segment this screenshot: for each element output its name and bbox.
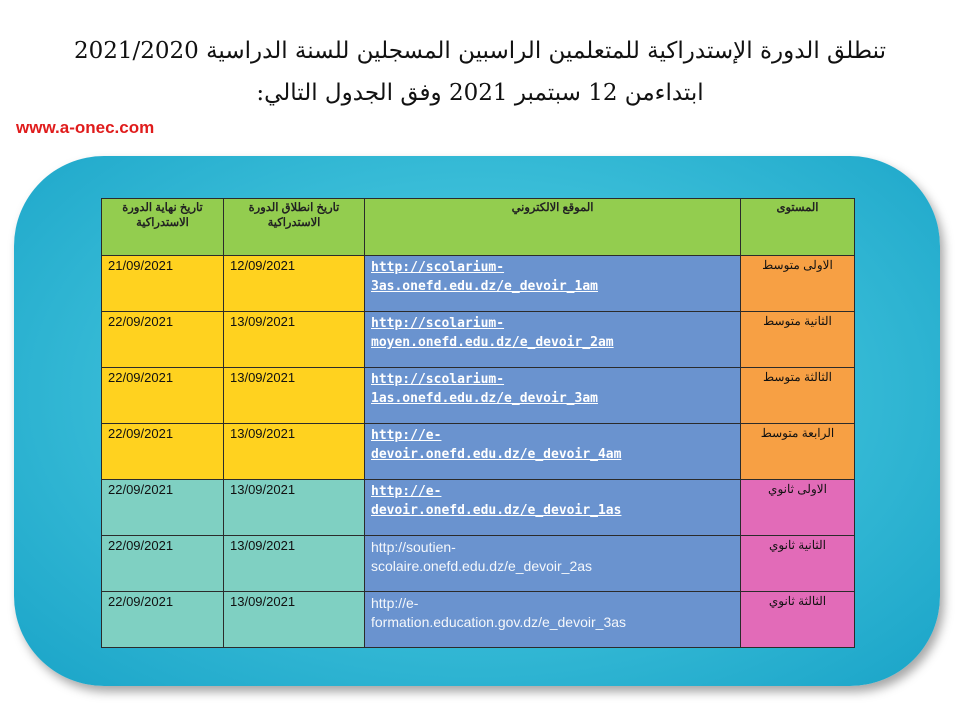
table-row <box>102 368 855 424</box>
end-date-cell: 22/09/2021 <box>102 536 224 592</box>
level-cell: الاولى متوسط <box>741 256 855 312</box>
header-level: المستوى <box>741 199 855 256</box>
url-part-2[interactable]: devoir.onefd.edu.dz/e_devoir_4am <box>371 447 622 462</box>
url-part-1[interactable]: http://e- <box>371 428 442 443</box>
url-part-1[interactable]: http://scolarium- <box>371 316 505 331</box>
title-line-2: ابتداءمن 12 سبتمبر 2021 وفق الجدول التالي: <box>256 80 704 106</box>
website-link[interactable]: www.a-onec.com <box>16 118 155 137</box>
level-cell: الاولى ثانوي <box>741 480 855 536</box>
end-date-cell: 22/09/2021 <box>102 312 224 368</box>
start-date-cell: 13/09/2021 <box>224 592 365 648</box>
level-cell: الثالثة متوسط <box>741 368 855 424</box>
start-date-cell: 13/09/2021 <box>224 480 365 536</box>
url-part-2[interactable]: 1as.onefd.edu.dz/e_devoir_3am <box>371 391 598 406</box>
website-link-cell[interactable] <box>365 368 741 424</box>
website-link-cell[interactable] <box>365 480 741 536</box>
end-date-cell: 22/09/2021 <box>102 424 224 480</box>
table-row <box>102 424 855 480</box>
url-part-2[interactable]: scolaire.onefd.edu.dz/e_devoir_2as <box>371 558 593 574</box>
url-part-1[interactable]: http://scolarium- <box>371 260 505 275</box>
url-part-2[interactable]: devoir.onefd.edu.dz/e_devoir_1as <box>371 503 622 518</box>
table-row <box>102 256 855 312</box>
header-start-date: تاريخ انطلاق الدورة الاستدراكية <box>224 199 365 256</box>
website-link-cell[interactable] <box>365 256 741 312</box>
website-link-cell[interactable] <box>365 592 741 648</box>
end-date-cell: 21/09/2021 <box>102 256 224 312</box>
header-website: الموقع الالكتروني <box>365 199 741 256</box>
end-date-cell: 22/09/2021 <box>102 480 224 536</box>
page-title <box>30 30 930 114</box>
header-end-date: تاريخ نهاية الدورة الاستدراكية <box>102 199 224 256</box>
start-date-cell: 13/09/2021 <box>224 424 365 480</box>
level-cell: الثانية ثانوي <box>741 536 855 592</box>
url-part-1[interactable]: http://soutien- <box>371 539 456 555</box>
website-link-cell[interactable] <box>365 312 741 368</box>
level-cell: الثالثة ثانوي <box>741 592 855 648</box>
url-part-1[interactable]: http://scolarium- <box>371 372 505 387</box>
table-row <box>102 312 855 368</box>
level-cell: الثانية متوسط <box>741 312 855 368</box>
table-row <box>102 592 855 648</box>
url-part-2[interactable]: 3as.onefd.edu.dz/e_devoir_1am <box>371 279 598 294</box>
table-row <box>102 480 855 536</box>
url-part-1[interactable]: http://e- <box>371 484 442 499</box>
schedule-table <box>101 198 855 648</box>
title-line-1: تنطلق الدورة الإستدراكية للمتعلمين الراسبين المسجلين للسنة الدراسية 2021/2020 <box>73 38 887 64</box>
start-date-cell: 13/09/2021 <box>224 312 365 368</box>
website-link-cell[interactable] <box>365 536 741 592</box>
level-cell: الرابعة متوسط <box>741 424 855 480</box>
end-date-cell: 22/09/2021 <box>102 368 224 424</box>
table-header-row <box>102 199 855 256</box>
website-link-cell[interactable] <box>365 424 741 480</box>
start-date-cell: 13/09/2021 <box>224 536 365 592</box>
start-date-cell: 12/09/2021 <box>224 256 365 312</box>
end-date-cell: 22/09/2021 <box>102 592 224 648</box>
url-part-2[interactable]: moyen.onefd.edu.dz/e_devoir_2am <box>371 335 614 350</box>
url-part-2[interactable]: formation.education.gov.dz/e_devoir_3as <box>371 614 627 630</box>
table-row <box>102 536 855 592</box>
start-date-cell: 13/09/2021 <box>224 368 365 424</box>
url-part-1[interactable]: http://e- <box>371 595 419 611</box>
